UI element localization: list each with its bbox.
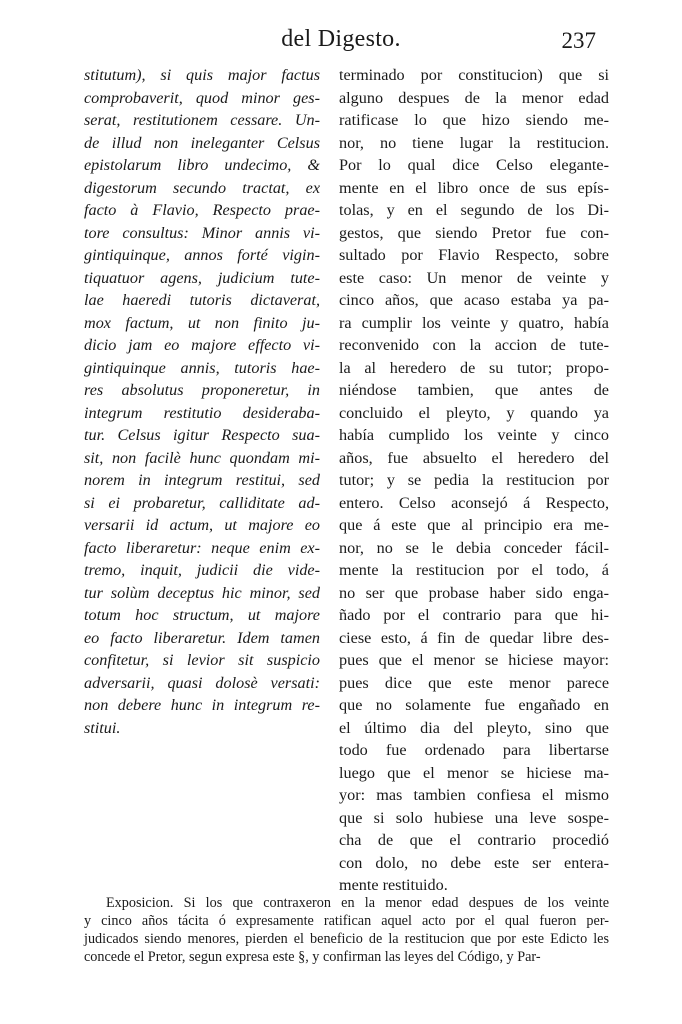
text-line: concluido el pleyto, y quando ya	[339, 403, 609, 422]
text-line: Exposicion. Si los que contraxeron en la menor edad despues de los veinte	[106, 895, 609, 911]
text-line: nor, no tiene lugar la restitucion.	[339, 133, 609, 152]
text-line: con dolo, no debe este ser entera-	[339, 853, 609, 872]
text-line: facto liberaretur: neque enim ex-	[84, 538, 320, 557]
text-line: cinco años, que acaso estaba ya pa-	[339, 291, 609, 309]
running-head	[0, 26, 682, 58]
text-line: gintiquinque, annos forté vigin-	[84, 246, 320, 264]
text-line: este caso: Un menor de veinte y	[339, 268, 609, 287]
text-line: serat, restitutionem cessare. Un-	[84, 111, 320, 129]
text-line: tur solùm deceptus hic minor, sed	[84, 583, 320, 602]
text-line: tore consultus: Minor annis vi-	[84, 223, 320, 242]
text-line: stitutum), si quis major factus	[84, 66, 320, 84]
text-line: concede el Pretor, segun expresa este §, y confirman las leyes del Código, y Par-	[84, 949, 541, 965]
text-line: entero. Celso aconsejó á Respecto,	[339, 493, 609, 512]
text-line: la al heredero de su tutor; propo-	[339, 358, 609, 377]
text-line: si ei probaretur, calliditate ad-	[84, 493, 320, 512]
text-line: años, fue absuelto el heredero del	[339, 448, 609, 467]
text-line: no ser que probase haber sido enga-	[339, 583, 609, 602]
text-line: cha de que el contrario procedió	[339, 831, 609, 849]
latin-column	[84, 64, 320, 739]
text-line: norem in integrum restitui, sed	[84, 471, 320, 489]
text-line: nor, no se le debia conceder fácil-	[339, 538, 609, 557]
text-line: epistolarum libro undecimo, &	[84, 156, 320, 174]
text-line: ratificase lo que hizo siendo me-	[339, 111, 609, 129]
running-title: del Digesto.	[281, 26, 401, 52]
text-line: de illud non ineleganter Celsus	[84, 133, 320, 152]
text-line: que no solamente fue engañado en	[339, 696, 609, 714]
text-line: digestorum secundo tractat, ex	[84, 178, 320, 197]
text-line: ciese esto, á fin de quedar libre des-	[339, 628, 609, 647]
text-line: tur. Celsus igitur Respecto sua-	[84, 426, 320, 444]
text-line: comprobaverit, quod minor ges-	[84, 88, 320, 107]
text-line: el último dia del pleyto, sino que	[339, 718, 609, 737]
text-line: ñado por el contrario para que hi-	[339, 606, 609, 624]
text-line: había cumplido los veinte y cinco	[339, 426, 609, 444]
text-line: res absolutus proponeretur, in	[84, 381, 320, 399]
text-line: lae haeredi tutoris dictaverat,	[84, 291, 320, 309]
text-line: integrum restitutio desideraba-	[84, 403, 320, 422]
text-line: alguno despues de la menor edad	[339, 88, 609, 107]
text-line: stitui.	[84, 718, 121, 737]
exposicion-paragraph	[84, 894, 609, 966]
text-line: judicados siendo menores, pierden el beneficio de la restitucion que por este Edicto les	[84, 931, 609, 947]
text-line: adversarii, quasi dolosè versati:	[84, 673, 320, 692]
text-line: non debere hunc in integrum re-	[84, 696, 320, 714]
text-line: dicio jam eo majore effecto vi-	[84, 336, 320, 354]
text-line: totum hoc structum, ut majore	[84, 606, 320, 624]
text-line: niéndose tambien, que antes de	[339, 381, 609, 399]
text-line: y cinco años tácita ó expresamente ratifican aquel acto por el qual fueron per-	[84, 913, 609, 929]
text-line: luego que el menor se hiciese ma-	[339, 763, 609, 782]
text-line: mente en el libro once de sus epís-	[339, 178, 609, 197]
text-line: tremo, inquit, judicii die vide-	[84, 561, 320, 579]
text-line: versarii id actum, ut majore eo	[84, 516, 320, 534]
text-line: mente la restitucion por el todo, á	[339, 561, 609, 579]
page-number: 237	[561, 28, 596, 53]
text-line: mente restituido.	[339, 876, 448, 894]
text-line: mox factum, ut non finito ju-	[84, 313, 320, 332]
text-line: gestos, que siendo Pretor fue con-	[339, 223, 609, 242]
spanish-column	[339, 64, 609, 897]
text-line: facto à Flavio, Respecto prae-	[84, 201, 320, 219]
text-line: eo facto liberaretur. Idem tamen	[84, 628, 320, 647]
text-line: yor: mas tambien confiesa el mismo	[339, 786, 609, 804]
text-line: pues dice que este menor parece	[339, 673, 609, 692]
text-line: reconvenido con la accion de tute-	[339, 336, 609, 354]
text-line: tutor; y se pedia la restitucion por	[339, 471, 609, 489]
text-line: pues que el menor se hiciese mayor:	[339, 651, 609, 669]
text-line: gintiquinque annis, tutoris hae-	[84, 358, 320, 377]
text-line: terminado por constitucion) que si	[339, 66, 609, 84]
text-line: Por lo qual dice Celso elegante-	[339, 156, 609, 174]
text-line: ra cumplir los veinte y quatro, había	[339, 313, 609, 332]
text-line: todo fue ordenado para libertarse	[339, 741, 609, 759]
text-line: confitetur, si levior sit suspicio	[84, 651, 320, 669]
text-line: sultado por Flavio Respecto, sobre	[339, 246, 609, 264]
text-line: sit, non facilè hunc quondam mi-	[84, 448, 320, 467]
text-line: que si solo hubiese una leve sospe-	[339, 808, 609, 827]
text-line: tiquatuor agens, judicium tute-	[84, 268, 320, 287]
text-line: que á este que al principio era me-	[339, 516, 609, 534]
text-line: tolas, y en el segundo de los Di-	[339, 201, 609, 219]
